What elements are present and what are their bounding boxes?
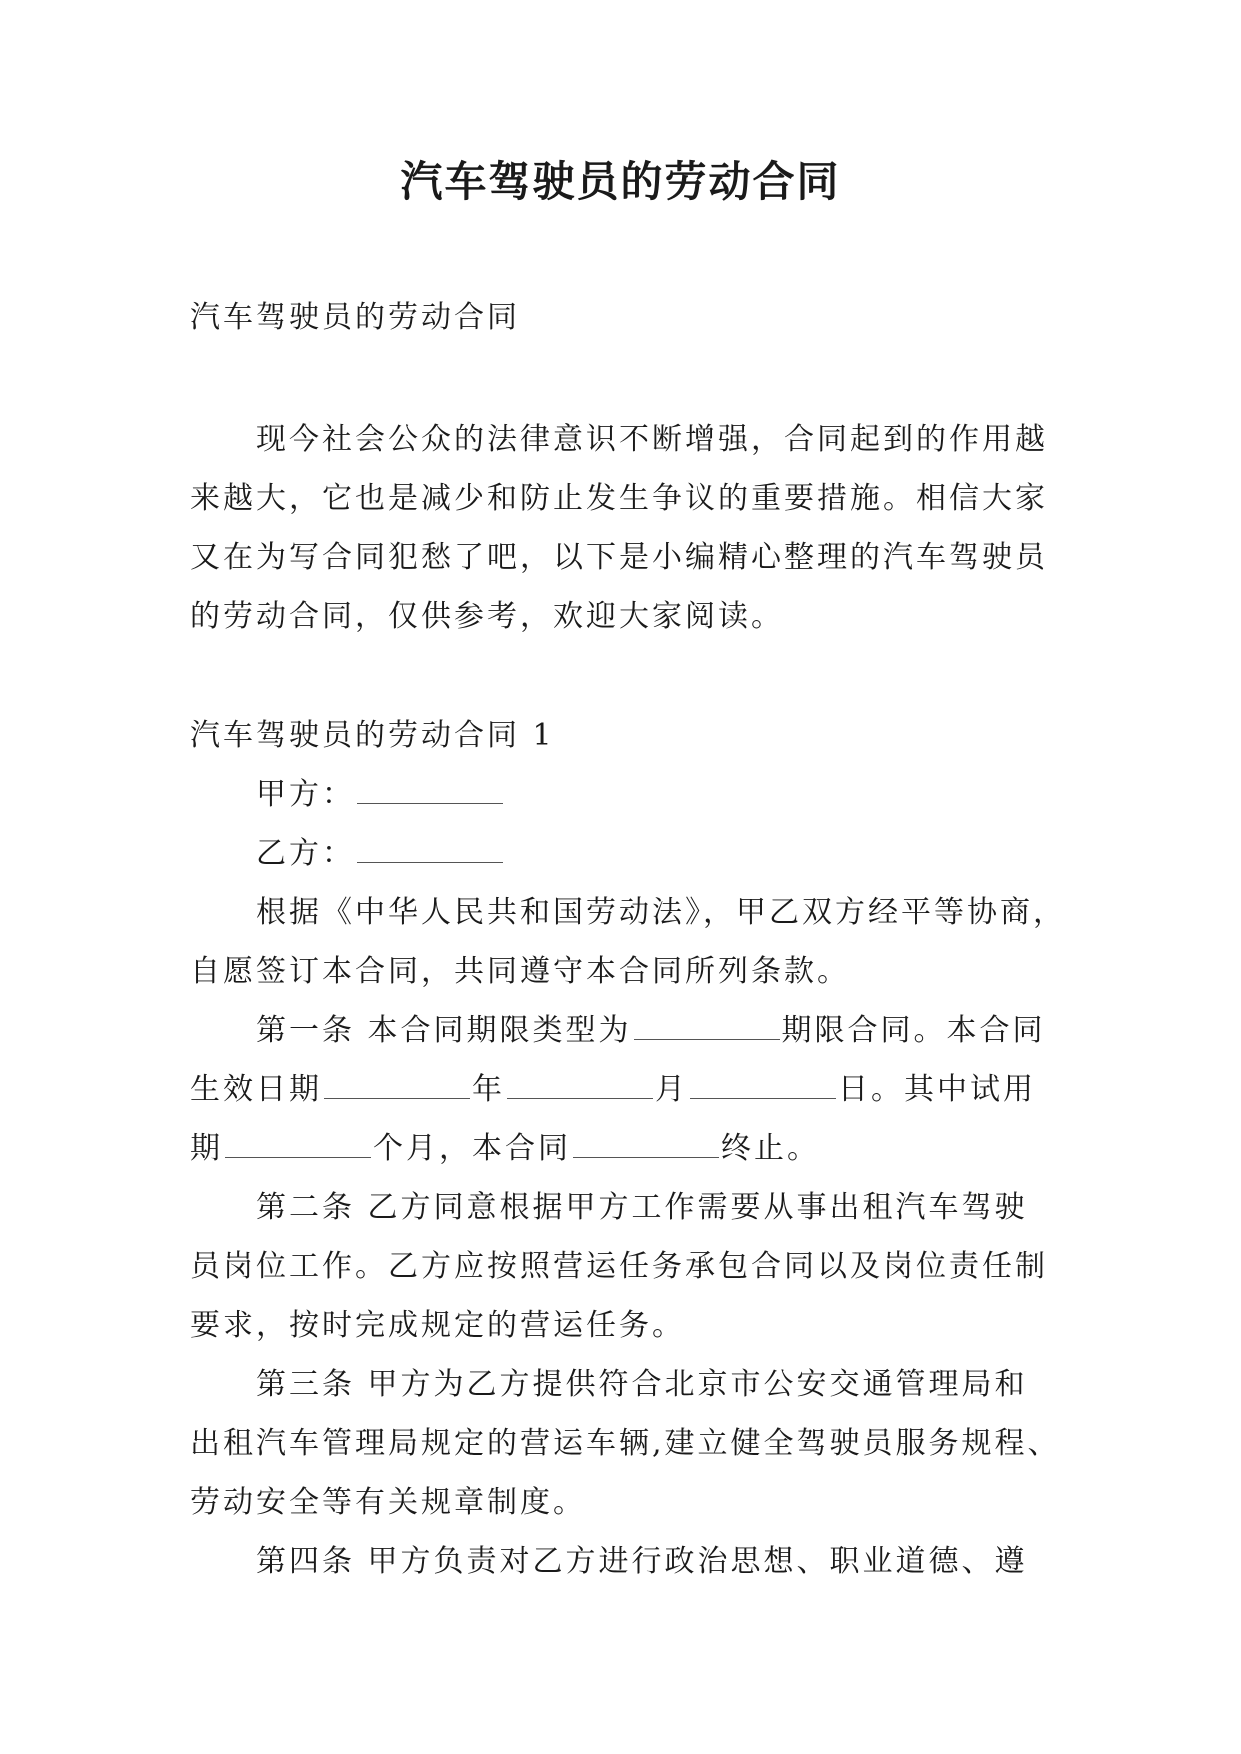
- contract-type-blank: [634, 1015, 780, 1040]
- intro-line: 来越大，它也是减少和防止发生争议的重要措施。相信大家: [190, 481, 1048, 516]
- article-1-text: 期: [190, 1131, 223, 1166]
- article-4-line: 第四条 甲方负责对乙方进行政治思想、职业道德、遵: [256, 1544, 1028, 1579]
- article-1-text: 月: [655, 1072, 688, 1107]
- article-1-text: 终止。: [721, 1131, 820, 1166]
- article-1-text: 期限合同。本合同: [781, 1013, 1046, 1048]
- article-1-text: 个月，本合同: [373, 1131, 571, 1166]
- section-heading: 汽车驾驶员的劳动合同 1: [190, 718, 555, 753]
- party-a-line: [190, 765, 1052, 824]
- party-a-blank: [357, 779, 503, 804]
- article-3-line: 出租汽车管理局规定的营运车辆,建立健全驾驶员服务规程、: [190, 1426, 1061, 1461]
- document-subtitle: 汽车驾驶员的劳动合同: [190, 300, 520, 335]
- article-1-line: [190, 1060, 1052, 1119]
- intro-line: 又在为写合同犯愁了吧，以下是小编精心整理的汽车驾驶员: [190, 540, 1048, 575]
- article-2-line: 要求，按时完成规定的营运任务。: [190, 1308, 685, 1343]
- party-b-line: [190, 824, 1052, 883]
- article-1-text: 日。其中试用: [838, 1072, 1036, 1107]
- article-1-text: 第一条 本合同期限类型为: [256, 1013, 632, 1048]
- document-title: 汽车驾驶员的劳动合同: [400, 157, 841, 206]
- article-1-line: [190, 1001, 1052, 1060]
- effective-day-blank: [690, 1074, 836, 1099]
- intro-line: 的劳动合同，仅供参考，欢迎大家阅读。: [190, 599, 784, 634]
- party-b-label: 乙方：: [256, 836, 355, 871]
- document-body: [190, 288, 1066, 1591]
- basis-line: 根据《中华人民共和国劳动法》，甲乙双方经平等协商，: [256, 895, 1066, 930]
- article-2-line: 第二条 乙方同意根据甲方工作需要从事出租汽车驾驶: [256, 1190, 1028, 1225]
- article-1-text: 年: [472, 1072, 505, 1107]
- article-1-text: 生效日期: [190, 1072, 322, 1107]
- effective-month-blank: [507, 1074, 653, 1099]
- article-2-line: 员岗位工作。乙方应按照营运任务承包合同以及岗位责任制: [190, 1249, 1048, 1284]
- article-3-line: 第三条 甲方为乙方提供符合北京市公安交通管理局和: [256, 1367, 1028, 1402]
- party-a-label: 甲方：: [256, 777, 355, 812]
- article-3-line: 劳动安全等有关规章制度。: [190, 1485, 586, 1520]
- effective-year-blank: [324, 1074, 470, 1099]
- intro-line: 现今社会公众的法律意识不断增强，合同起到的作用越: [256, 422, 1048, 457]
- article-1-line: [190, 1119, 1052, 1178]
- basis-line: 自愿签订本合同，共同遵守本合同所列条款。: [190, 954, 850, 989]
- termination-blank: [573, 1133, 719, 1158]
- party-b-blank: [357, 838, 503, 863]
- probation-months-blank: [225, 1133, 371, 1158]
